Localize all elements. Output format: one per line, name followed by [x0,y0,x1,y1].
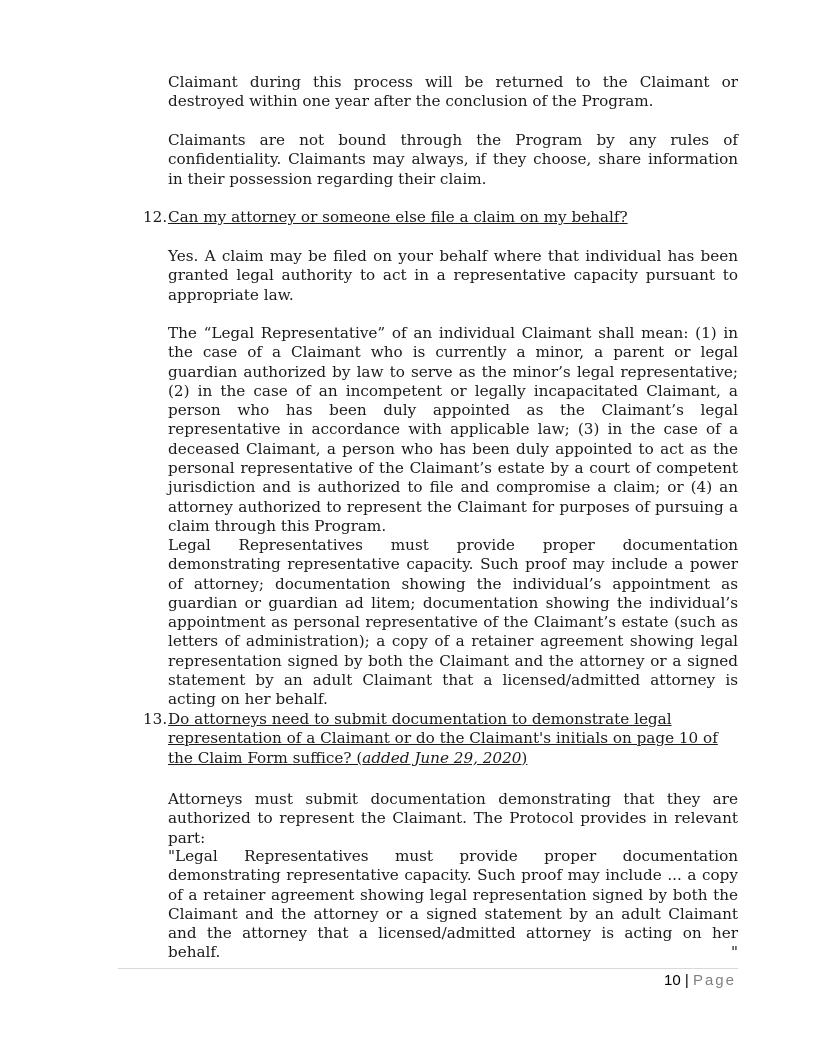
answer-13-quote: "Legal Representatives must provide proper documentation demonstrating representative capacity. Such proof may include ... a copy of a retainer agreement showing legal representation signed by both the Claimant and the attorney or a signed statement by an adult Claimant and the attorney that a licensed/admitted attorney is acting on her behalf. " [168,847,738,962]
answer-12-paragraph-1: Yes. A claim may be filed on your behalf where that individual has been granted legal authority to act in a representative capacity pursuant to appropriate law. [168,247,738,304]
footer-divider [118,968,738,969]
page-label: Page [692,972,736,989]
question-13-heading [168,710,733,768]
page-footer [664,971,736,991]
question-number-13: 13. [143,710,168,728]
page-separator: | [684,972,689,989]
question-13-text: Do attorneys need to submit documentation to demonstrate legal representation of a Claimant or do the Claimant's initials on page 10 of the Claim Form suffice? ( [168,710,718,767]
question-13-added-date: added June 29, 2020 [362,748,522,767]
question-13-close: ) [521,748,528,767]
question-12-heading: Can my attorney or someone else file a claim on my behalf? [168,208,628,226]
answer-12-paragraph-2: The “Legal Representative” of an individual Claimant shall mean: (1) in the case of a Claimant who is currently a minor, a parent or legal guardian authorized by law to serve as the minor’s legal representative; (2) in the case of an incompetent or legally incapacitated Claimant, a person who has been duly appointed as the Claimant’s legal representative in accordance with applicable law; (3) in the case of a deceased Claimant, a person who has been duly appointed to act as the personal representative of the Claimant’s estate by a court of competent jurisdiction and is authorized to file and compromise a claim; or (4) an attorney authorized to represent the Claimant for purposes of pursuing a claim through this Program. [168,324,738,535]
answer-13-paragraph-1: Attorneys must submit documentation demonstrating that they are authorized to represent the Claimant. The Protocol provides in relevant part: [168,790,738,847]
page-number: 10 [664,972,681,989]
paragraph-return-materials: Claimant during this process will be returned to the Claimant or destroyed within one year after the conclusion of the Program. [168,73,738,111]
paragraph-confidentiality: Claimants are not bound through the Program by any rules of confidentiality. Claimants may always, if they choose, share information in their possession regarding their claim. [168,131,738,188]
answer-12-paragraph-3: Legal Representatives must provide proper documentation demonstrating representative capacity. Such proof may include a power of attorney; documentation showing the individual’s appointment as guardian or guardian ad litem; documentation showing the individual’s appointment as personal representative of the Claimant’s estate (such as letters of administration); a copy of a retainer agreement showing legal representation signed by both the Claimant and the attorney or a signed statement by an adult Claimant that a licensed/admitted attorney is acting on her behalf. [168,536,738,709]
question-number-12: 12. [143,208,168,226]
